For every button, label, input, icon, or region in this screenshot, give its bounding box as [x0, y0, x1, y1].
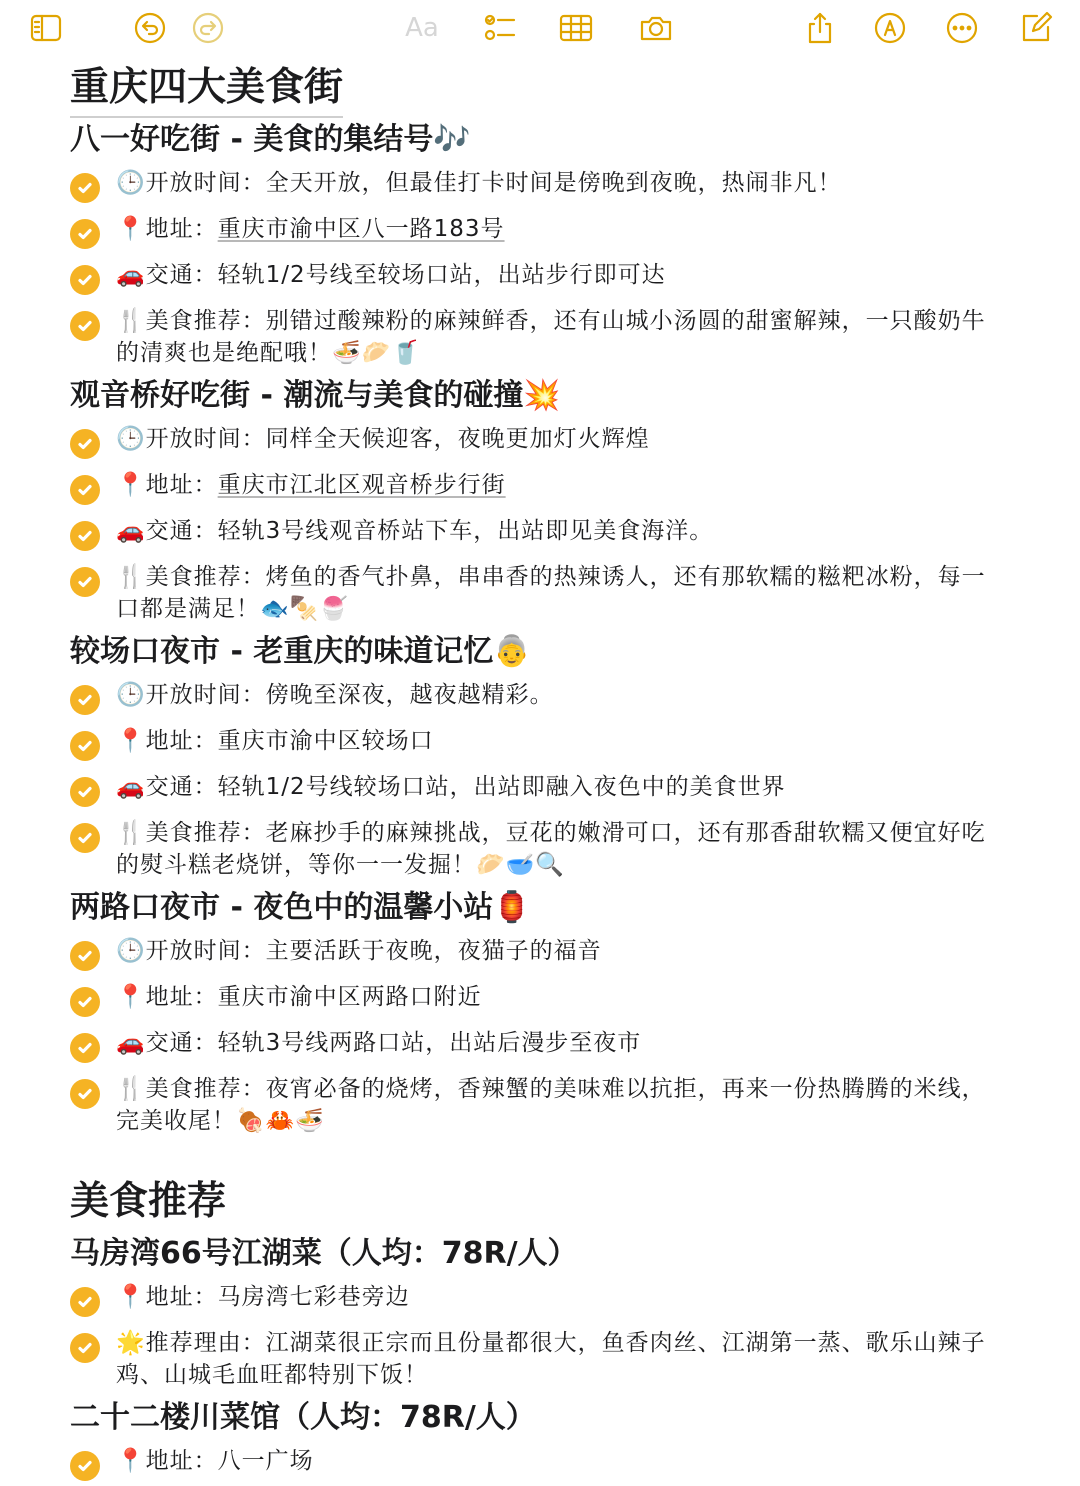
item-label: 📍地址：: [116, 728, 218, 754]
item-label: 🌟推荐理由：: [116, 1330, 266, 1356]
section-lianglukou: [70, 886, 1010, 1142]
checkmark-icon[interactable]: [70, 521, 100, 551]
sidebar-icon[interactable]: [26, 10, 66, 46]
checkmark-icon[interactable]: [70, 1033, 100, 1063]
section-jiaochangkou: [70, 630, 1010, 886]
share-icon[interactable]: [800, 10, 840, 46]
item-text: 重庆市渝中区两路口附近: [217, 984, 482, 1010]
item-label: 🍴美食推荐：: [116, 1076, 266, 1102]
section-heading: 观音桥好吃街 - 潮流与美食的碰撞💥: [70, 378, 561, 413]
checkmark-icon[interactable]: [70, 777, 100, 807]
checklist-icon[interactable]: [480, 10, 520, 46]
checkmark-icon[interactable]: [70, 987, 100, 1017]
list-item: [70, 812, 1010, 886]
list-item: [70, 510, 1010, 556]
checkmark-icon[interactable]: [70, 1079, 100, 1109]
compose-icon[interactable]: [1016, 10, 1056, 46]
checkmark-icon[interactable]: [70, 173, 100, 203]
list-item: [70, 1068, 1010, 1142]
item-text: 别错过酸辣粉的麻辣鲜香，还有山城小汤圆的甜蜜解辣，一只酸奶牛的清爽也是绝配哦！🍜🥟🥤: [116, 308, 986, 366]
list-item: [70, 720, 1010, 766]
list-item: [70, 418, 1010, 464]
list-item: [70, 300, 1010, 374]
item-label: 🕒开放时间：: [116, 938, 266, 964]
item-text: 轻轨1/2号线至较场口站，出站步行即可达: [217, 262, 666, 288]
note-body[interactable]: [70, 60, 1010, 1486]
address-link[interactable]: 重庆市江北区观音桥步行街: [217, 472, 506, 498]
section-heading: 两路口夜市 - 夜色中的温馨小站🏮: [70, 890, 531, 925]
list-item: [70, 674, 1010, 720]
checkmark-icon[interactable]: [70, 1333, 100, 1363]
item-text: 八一广场: [217, 1448, 314, 1474]
item-text: 轻轨3号线两路口站，出站后漫步至夜市: [217, 1030, 642, 1056]
section-guanyinqiao: [70, 374, 1010, 630]
item-text: 老麻抄手的麻辣挑战，豆花的嫩滑可口，还有那香甜软糯又便宜好吃的熨斗糕老烧饼，等你一一发掘！🥟🥣🔍: [116, 820, 986, 878]
checkmark-icon[interactable]: [70, 219, 100, 249]
item-text: 马房湾七彩巷旁边: [217, 1284, 410, 1310]
markup-icon[interactable]: [870, 10, 910, 46]
checkmark-icon[interactable]: [70, 567, 100, 597]
restaurant-heading: 马房湾66号江湖菜（人均：78R/人）: [70, 1236, 578, 1271]
text-format-button[interactable]: Aa: [405, 13, 439, 43]
list-item: [70, 464, 1010, 510]
item-label: 📍地址：: [116, 472, 218, 498]
redo-icon[interactable]: [188, 10, 228, 46]
food-section-title: 美食推荐: [70, 1179, 227, 1224]
checkmark-icon[interactable]: [70, 823, 100, 853]
item-label: 🍴美食推荐：: [116, 564, 266, 590]
checkmark-icon[interactable]: [70, 1451, 100, 1481]
item-text: 主要活跃于夜晚，夜猫子的福音: [265, 938, 602, 964]
item-text: 夜宵必备的烧烤，香辣蟹的美味难以抗拒，再来一份热腾腾的米线，完美收尾！🍖🦀🍜: [116, 1076, 986, 1134]
checkmark-icon[interactable]: [70, 311, 100, 341]
item-label: 📍地址：: [116, 216, 218, 242]
item-text: 同样全天候迎客，夜晚更加灯火辉煌: [265, 426, 650, 452]
section-heading: 较场口夜市 - 老重庆的味道记忆👵: [70, 634, 531, 669]
item-label: 🕒开放时间：: [116, 682, 266, 708]
address-link[interactable]: 重庆市渝中区八一路183号: [217, 216, 505, 242]
checkmark-icon[interactable]: [70, 265, 100, 295]
list-item: [70, 976, 1010, 1022]
item-text: 全天开放，但最佳打卡时间是傍晚到夜晚，热闹非凡！: [265, 170, 842, 196]
table-icon[interactable]: [556, 10, 596, 46]
item-text: 烤鱼的香气扑鼻，串串香的热辣诱人，还有那软糯的糍粑冰粉，每一口都是满足！🐟🍢🍧: [116, 564, 986, 622]
item-label: 🚗交通：: [116, 518, 218, 544]
list-item: [70, 1276, 1010, 1322]
item-text: 重庆市渝中区较场口: [217, 728, 434, 754]
list-item: [70, 930, 1010, 976]
section-bayi: [70, 118, 1010, 374]
checkmark-icon[interactable]: [70, 731, 100, 761]
list-item: [70, 766, 1010, 812]
item-label: 🕒开放时间：: [116, 170, 266, 196]
list-item: [70, 1022, 1010, 1068]
checkmark-icon[interactable]: [70, 685, 100, 715]
restaurant-ershierlou: [70, 1396, 1010, 1486]
note-title: 重庆四大美食街: [70, 60, 343, 118]
list-item: [70, 254, 1010, 300]
list-item: [70, 162, 1010, 208]
item-text: 江湖菜很正宗而且份量都很大，鱼香肉丝、江湖第一蒸、歌乐山辣子鸡、山城毛血旺都特别下饭！: [116, 1330, 986, 1388]
toolbar: [0, 0, 1080, 58]
list-item: [70, 208, 1010, 254]
more-icon[interactable]: [942, 10, 982, 46]
item-label: 🍴美食推荐：: [116, 308, 266, 334]
item-label: 📍地址：: [116, 984, 218, 1010]
checkmark-icon[interactable]: [70, 1287, 100, 1317]
checkmark-icon[interactable]: [70, 475, 100, 505]
restaurant-heading: 二十二楼川菜馆（人均：78R/人）: [70, 1400, 536, 1435]
item-label: 🚗交通：: [116, 262, 218, 288]
section-heading: 八一好吃街 - 美食的集结号🎶: [70, 122, 471, 157]
checkmark-icon[interactable]: [70, 429, 100, 459]
item-label: 🚗交通：: [116, 774, 218, 800]
undo-icon[interactable]: [130, 10, 170, 46]
list-item: [70, 556, 1010, 630]
list-item: [70, 1322, 1010, 1396]
item-label: 🕒开放时间：: [116, 426, 266, 452]
item-label: 📍地址：: [116, 1284, 218, 1310]
item-label: 🚗交通：: [116, 1030, 218, 1056]
list-item: [70, 1440, 1010, 1486]
item-text: 傍晚至深夜，越夜越精彩。: [265, 682, 554, 708]
item-text: 轻轨1/2号线较场口站，出站即融入夜色中的美食世界: [217, 774, 786, 800]
item-label: 🍴美食推荐：: [116, 820, 266, 846]
item-text: 轻轨3号线观音桥站下车，出站即见美食海洋。: [217, 518, 714, 544]
camera-icon[interactable]: [636, 10, 676, 46]
checkmark-icon[interactable]: [70, 941, 100, 971]
restaurant-mafangwan: [70, 1232, 1010, 1396]
item-label: 📍地址：: [116, 1448, 218, 1474]
